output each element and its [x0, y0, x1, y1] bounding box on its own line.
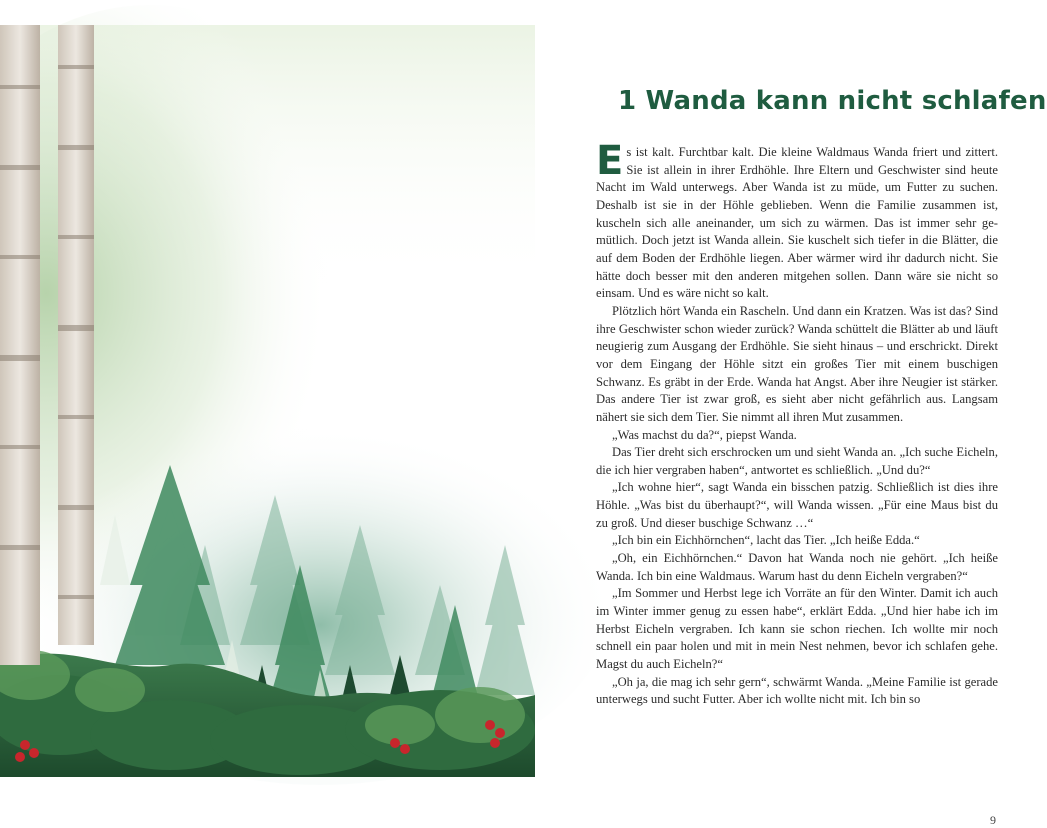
paragraph-4: Das Tier dreht sich erschrocken um und sieht Wanda an. „Ich suche Eicheln, die ich hier vergraben haben“, antwortet es schließlich. „Und du?“: [596, 445, 998, 477]
forest-illustration: [0, 25, 535, 777]
text-page: [596, 80, 1047, 827]
paragraph-9: „Oh ja, die mag ich sehr gern“, schwärmt Wanda. „Meine Familie ist gerade unterwegs und sucht Futter. Aber ich wollte nicht mit. Ich bin so: [596, 674, 998, 707]
chapter-body: [596, 138, 998, 709]
paragraph-2: Plötzlich hört Wanda ein Rascheln. Und dann ein Kratzen. Was ist das? Sind ihre Geschwister schon wieder zurück? Wanda schüttelt die Blätter ab und läuft neugierig zum Ausgang der Erdhöhle. Sie sieht hinaus – und erschrickt. Direkt vor dem Eingang der Höhle sitzt ein großes Tier mit einem buschigen Schwanz. Es gräbt in der Erde. Wanda hat Angst. Aber ihre Neugier ist stärker. Das andere Tier ist zwar groß, es sieht aber nicht gefährlich aus. Langsam nähert sie sich dem Tier. Sie nimmt all ihren Mut zusammen.: [596, 303, 998, 424]
paragraph-8: „Im Sommer und Herbst lege ich Vorräte an für den Winter. Damit ich auch im Winter immer genug zu essen habe“, erklärt Edda. „Und hier habe ich im Herbst Eicheln vergraben. Ich kann sie schon riechen. Ich wollte mir noch schnell ein paar holen und mit in mein Nest nehmen, bevor ich schlafen gehe. Magst du auch Eicheln?“: [596, 586, 998, 672]
drop-cap: E: [596, 138, 624, 184]
paragraph-6: „Ich bin ein Eichhörnchen“, lacht das Tier. „Ich heiße Edda.“: [612, 533, 920, 548]
forest-scene-image: [0, 25, 535, 777]
paragraph-1: [596, 138, 998, 303]
paragraph-7: „Oh, ein Eichhörnchen.“ Davon hat Wanda noch nie gehört. „Ich heiße Wanda. Ich bin eine Waldmaus. Warum hast du denn Eicheln vergraben?“: [596, 551, 998, 583]
paragraph-text: s ist kalt. Furchtbar kalt. Die kleine Waldmaus Wanda friert und zittert. Sie ist allein in ihrer Erdhöhle. Ihre Eltern und Geschwister sind heute Nacht im Wald unterwegs. Aber Wanda ist zu müde, um Futter zu suchen. Deshalb ist sie in der Höhle geblieben. Wenn die Familie zusammen ist, kuscheln sich alle aneinander, um sich zu wärmen. Das ist immer sehr gemütlich. Doch jetzt ist Wanda allein. Sie kuschelt sich tiefer in die Blätter, die auf dem Boden der Erdhöhle liegen. Aber wärmer wird ihr dadurch nicht. Sie hätte doch besser mit den anderen mitgehen sollen. Dann wäre sie nicht so einsam. Und es wäre nicht so kalt.: [596, 145, 998, 301]
paragraph-5: „Ich wohne hier“, sagt Wanda ein bisschen patzig. Schließlich ist dies ihre Höhle. „Was bist du überhaupt?“, will Wanda wissen. „Für eine Maus bist du zu groß. Und dieser buschige Schwanz …“: [596, 480, 998, 530]
chapter-title: 1 Wanda kann nicht schlafen: [618, 86, 1047, 116]
page-number: 9: [990, 813, 996, 827]
paragraph-3: „Was machst du da?“, piepst Wanda.: [612, 427, 797, 442]
